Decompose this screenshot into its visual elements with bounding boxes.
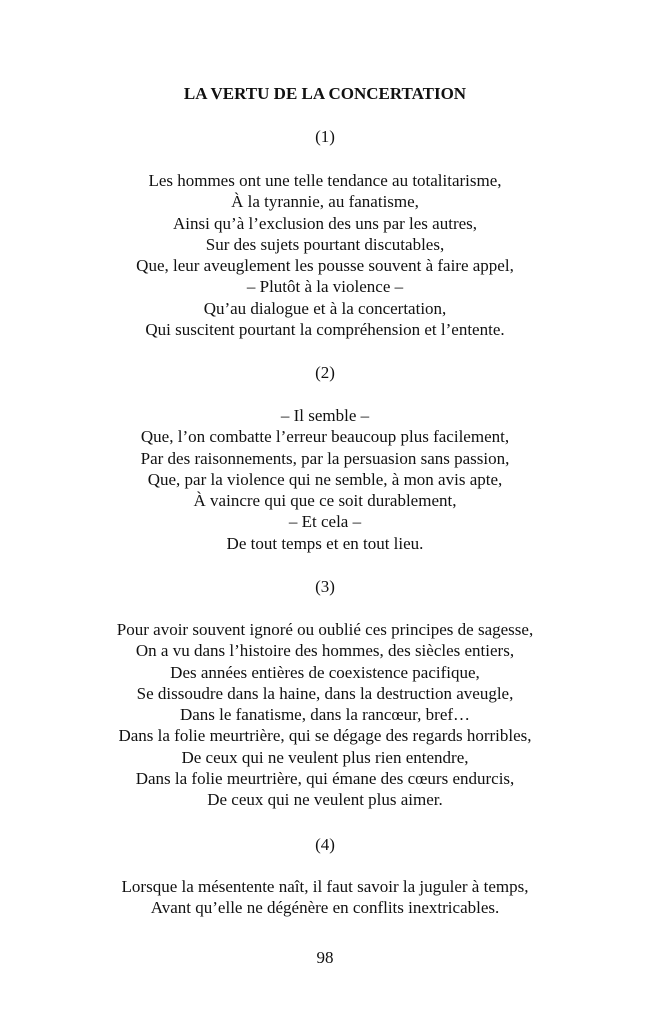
stanza-line: De tout temps et en tout lieu. <box>226 533 424 553</box>
stanza-line: Par des raisonnements, par la persuasion sans passion, <box>140 448 510 468</box>
stanza-line: À vaincre qui que ce soit durablement, <box>193 491 457 511</box>
stanza-line: Que, par la violence qui ne semble, à mon avis apte, <box>147 469 503 489</box>
stanza-line: De ceux qui ne veulent plus aimer. <box>207 790 443 810</box>
stanza-line: De ceux qui ne veulent plus rien entendre, <box>181 747 469 767</box>
stanza-line: – Et cela – <box>288 512 362 532</box>
poem-title: LA VERTU DE LA CONCERTATION <box>183 84 467 103</box>
stanza-line: Lorsque la mésentente naît, il faut savoir la juguler à temps, <box>121 877 529 896</box>
stanza-line: Des années entières de coexistence pacifique, <box>170 662 480 682</box>
stanza-3 <box>0 619 650 811</box>
stanza-line: On a vu dans l’histoire des hommes, des siècles entiers, <box>135 641 515 661</box>
stanza-line: Ainsi qu’à l’exclusion des uns par les autres, <box>172 213 478 233</box>
stanza-line: Qu’au dialogue et à la concertation, <box>203 298 447 318</box>
stanza-line: Que, leur aveuglement les pousse souvent à faire appel, <box>136 256 514 276</box>
stanza-number-3: (3) <box>315 577 335 596</box>
stanza-line: Pour avoir souvent ignoré ou oublié ces principes de sagesse, <box>116 620 534 639</box>
stanza-1 <box>0 170 650 340</box>
stanza-line: Dans la folie meurtrière, qui se dégage des regards horribles, <box>118 726 532 746</box>
stanza-line: Que, l’on combatte l’erreur beaucoup plus facilement, <box>140 427 510 447</box>
stanza-line: Dans la folie meurtrière, qui émane des cœurs endurcis, <box>135 769 515 789</box>
stanza-4 <box>0 876 650 919</box>
stanza-number-2: (2) <box>315 363 335 382</box>
stanza-line: – Plutôt à la violence – <box>246 277 404 297</box>
stanza-2 <box>0 405 650 554</box>
page-number: 98 <box>316 948 334 967</box>
stanza-line: Dans le fanatisme, dans la rancœur, bref… <box>179 705 471 725</box>
stanza-line: Qui suscitent pourtant la compréhension et l’entente. <box>145 320 505 340</box>
stanza-line: Les hommes ont une telle tendance au totalitarisme, <box>148 171 502 190</box>
stanza-line: Sur des sujets pourtant discutables, <box>205 234 445 254</box>
stanza-number-1: (1) <box>315 127 335 146</box>
stanza-number-4: (4) <box>315 835 335 854</box>
stanza-line: Avant qu’elle ne dégénère en conflits inextricables. <box>150 898 500 918</box>
stanza-line: Se dissoudre dans la haine, dans la destruction aveugle, <box>136 683 514 703</box>
stanza-line: – Il semble – <box>280 406 370 425</box>
stanza-line: À la tyrannie, au fanatisme, <box>231 192 419 212</box>
